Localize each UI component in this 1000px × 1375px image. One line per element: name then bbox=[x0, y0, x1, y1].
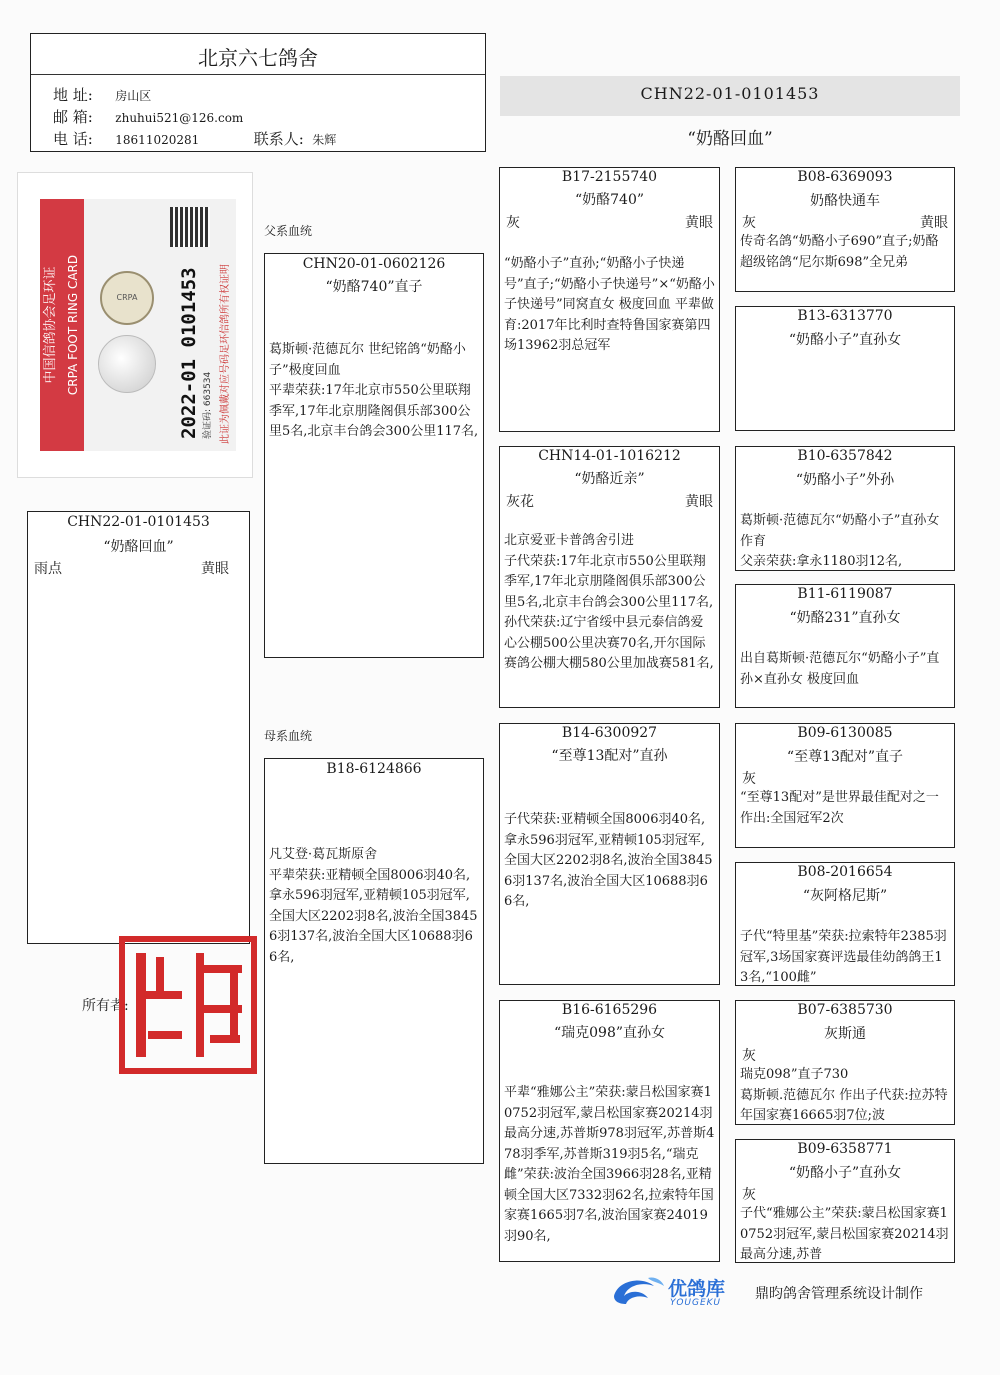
dam-dam-ring: B16-6165296 bbox=[561, 1002, 658, 1018]
contact-label: 联系人: bbox=[253, 130, 304, 148]
sire-dam-note-1: 北京爱亚卡普鸽舍引进 bbox=[504, 533, 635, 548]
dam-box bbox=[264, 758, 484, 1164]
sire-dam-note-3: 孙代荣获:辽宁省绥中县元泰信鸽爱心公棚500公里决赛70名,开尔国际赛鸽公棚大棚580公里加战赛581名, bbox=[504, 615, 714, 671]
top-ring-number: CHN22-01-0101453 bbox=[640, 84, 820, 103]
sss-eye: 黄眼 bbox=[920, 215, 948, 231]
dss-ring: B09-6130085 bbox=[797, 725, 893, 741]
dam-sire-ring: B14-6300927 bbox=[561, 725, 658, 741]
sire-sire-name: “奶酪740” bbox=[574, 192, 645, 208]
dam-sire-box bbox=[499, 723, 720, 985]
ddd-name: “奶酪小子”直孙女 bbox=[788, 1165, 902, 1181]
sds-note-2: 父亲荣获:拿永1180羽12名, bbox=[740, 554, 903, 569]
sss-box bbox=[735, 167, 955, 292]
dam-dam-note: 平辈“雅娜公主”荣获:蒙吕松国家赛10752羽冠军,蒙吕松国家赛20214羽最高分速,苏普斯978羽冠军,苏普斯478羽季军,苏普斯319羽5名,“瑞克雌”荣获:波治全国3966羽28名,亚精顿全国大区7332羽62名,拉索特年国家赛1665羽7名,波治国家赛24019羽90名, bbox=[504, 1085, 715, 1244]
owner-seal-icon bbox=[118, 935, 258, 1075]
dam-ring: B18-6124866 bbox=[326, 761, 422, 777]
sss-color: 灰 bbox=[742, 215, 756, 231]
address-value: 房山区 bbox=[115, 89, 152, 103]
subject-eye: 黄眼 bbox=[201, 561, 229, 577]
dds-box bbox=[735, 1000, 955, 1125]
dam-line-label: 母系血统 bbox=[264, 729, 313, 743]
sire-sire-color: 灰 bbox=[506, 215, 520, 231]
phone-label: 电 话: bbox=[53, 130, 93, 148]
dam-note-2: 平辈荣获:亚精顿全国8006羽40名,拿永596羽冠军,亚精顿105羽冠军,全国大区2202羽8名,波治全国38456羽137名,波治全国大区10688羽66名, bbox=[269, 867, 478, 965]
dsd-name: “灰阿格尼斯” bbox=[802, 888, 888, 904]
sire-sire-note: “奶酪小子”直孙;“奶酪小子快递号”直子;“奶酪小子快递号”×“奶酪小子快递号”同窝直女 极度回血 平辈做育:2017年比利时查特鲁国家赛第四场13962羽总冠军 bbox=[504, 256, 715, 353]
dam-dam-box bbox=[499, 1000, 720, 1262]
dds-color: 灰 bbox=[742, 1048, 756, 1064]
sss-ring: B08-6369093 bbox=[797, 169, 893, 185]
dds-note-1: 瑞克098”直子730 bbox=[740, 1067, 849, 1082]
ssd-box bbox=[735, 306, 955, 431]
dds-name: 灰斯通 bbox=[824, 1026, 866, 1042]
sire-dam-ring: CHN14-01-1016212 bbox=[538, 448, 681, 464]
subject-ring: CHN22-01-0101453 bbox=[67, 514, 210, 530]
sire-ring: CHN20-01-0602126 bbox=[302, 256, 446, 272]
dss-note-1: “至尊13配对”是世界最佳配对之一 bbox=[740, 790, 939, 805]
loft-header bbox=[30, 33, 486, 152]
sds-ring: B10-6357842 bbox=[797, 448, 893, 464]
ddd-note: 子代“雅娜公主”荣获:蒙吕松国家赛10752羽冠军,蒙吕松国家赛20214羽最高分速,苏普 bbox=[740, 1206, 949, 1262]
dam-sire-name: “至尊13配对”直孙 bbox=[551, 748, 668, 764]
crpa-logo-icon: CRPA bbox=[100, 271, 154, 325]
ddd-box bbox=[735, 1139, 955, 1263]
sss-note: 传奇名鸽“奶酪小子690”直子;奶酪超级铭鸽“尼尔斯698”全兄弟 bbox=[740, 234, 939, 270]
email-label: 邮 箱: bbox=[53, 108, 93, 126]
sds-box bbox=[735, 446, 955, 571]
ddd-color: 灰 bbox=[742, 1187, 756, 1203]
sire-dam-note-2: 子代荣获:17年北京市550公里联翔季军,17年北京朋隆阁俱乐部300公里5名,北京丰台鸽会300公里117名, bbox=[504, 553, 714, 610]
ring-card-image bbox=[17, 172, 253, 478]
ssd-name: “奶酪小子”直孙女 bbox=[788, 332, 902, 348]
sss-name: 奶酪快通车 bbox=[810, 193, 880, 209]
yougeku-swirl-icon bbox=[608, 1272, 666, 1310]
sds-note-1: 葛斯顿·范德瓦尔“奶酪小子”直孙女作育 bbox=[740, 513, 940, 549]
sire-dam-color: 灰花 bbox=[506, 494, 534, 510]
brand-cn: 优鸽库 bbox=[668, 1278, 726, 1300]
sire-sire-ring: B17-2155740 bbox=[561, 169, 658, 185]
header-divider bbox=[31, 74, 485, 75]
sdd-ring: B11-6119087 bbox=[797, 586, 893, 602]
sdd-box bbox=[735, 584, 955, 708]
loft-name: 北京六七鸽舍 bbox=[198, 46, 318, 70]
sire-note-1: 葛斯顿·范德瓦尔 世纪铭鸽“奶酪小子”极度回血 bbox=[269, 342, 466, 378]
subject-bird-box bbox=[27, 511, 250, 944]
dsd-box bbox=[735, 862, 955, 986]
globe-icon bbox=[98, 335, 156, 393]
sire-sire-eye: 黄眼 bbox=[685, 215, 713, 231]
sire-dam-name: “奶酪近亲” bbox=[574, 471, 645, 487]
footer-credit: 鼎昀鸽舍管理系统设计制作 bbox=[755, 1286, 923, 1302]
dsd-ring: B08-2016654 bbox=[797, 864, 893, 880]
ring-card-red-band bbox=[40, 199, 84, 451]
brand-en: YOUGEKU bbox=[670, 1298, 722, 1308]
ddd-ring: B09-6358771 bbox=[797, 1141, 893, 1157]
qr-code-icon bbox=[170, 207, 210, 247]
ring-card-title-en: CRPA FOOT RING CARD bbox=[66, 254, 80, 396]
dam-dam-name: “瑞克098”直孙女 bbox=[553, 1025, 666, 1041]
dsd-note: 子代“特里基”荣获:拉索特年2385羽冠军,3场国家赛评选最佳幼鸽鸽王13名,“100雌” bbox=[740, 929, 947, 985]
dss-note-2: 作出:全国冠军2次 bbox=[740, 810, 844, 826]
subject-color: 雨点 bbox=[34, 561, 62, 577]
address-label: 地 址: bbox=[53, 86, 93, 104]
dam-sire-note: 子代荣获:亚精顿全国8006羽40名,拿永596羽冠军,亚精顿105羽冠军,全国大区2202羽8名,波治全国38456羽137名,波治全国大区10688羽66名, bbox=[504, 812, 713, 909]
dss-name: “至尊13配对”直子 bbox=[786, 749, 904, 765]
ring-card-number: 2022-01 0101453 bbox=[178, 267, 200, 439]
ring-card-note: 此证为佩戴对应号码足环信鸽所有权证明 bbox=[220, 264, 231, 444]
subject-name: “奶酪回血” bbox=[103, 539, 174, 555]
ring-card-verify-code: 验证码: 663534 bbox=[203, 371, 213, 439]
sdd-name: “奶酪231”直孙女 bbox=[789, 610, 901, 626]
sds-name: “奶酪小子”外孙 bbox=[795, 472, 895, 488]
sdd-note: 出自葛斯顿·范德瓦尔“奶酪小子”直孙×直孙女 极度回血 bbox=[740, 651, 940, 687]
dds-note-2: 葛斯顿.范德瓦尔 作出子代获:拉苏特年国家赛16665羽7位;波 bbox=[740, 1087, 948, 1123]
sire-note-2: 平辈荣获:17年北京市550公里联翔季军,17年北京朋隆阁俱乐部300公里5名,北京丰台鸽会300公里117名, bbox=[269, 383, 479, 439]
dam-note-1: 凡艾登·葛瓦斯原舍 bbox=[269, 847, 378, 862]
ssd-ring: B13-6313770 bbox=[797, 308, 893, 324]
dss-box bbox=[735, 723, 955, 848]
email-value: zhuhui521@126.com bbox=[115, 111, 244, 125]
dss-color: 灰 bbox=[742, 771, 756, 787]
owner-label: 所有者: bbox=[82, 998, 129, 1014]
sire-box bbox=[264, 253, 484, 658]
sire-line-label: 父系血统 bbox=[264, 224, 313, 238]
contact-value: 朱辉 bbox=[312, 133, 337, 147]
ring-card bbox=[40, 199, 236, 451]
ring-card-title-cn: 中国信鸽协会足环证 bbox=[43, 266, 58, 384]
sire-sire-box bbox=[499, 167, 720, 432]
sire-name: “奶酪740”直子 bbox=[325, 279, 423, 295]
sire-dam-eye: 黄眼 bbox=[685, 494, 713, 510]
dds-ring: B07-6385730 bbox=[797, 1002, 893, 1018]
phone-value: 18611020281 bbox=[115, 133, 200, 147]
sire-dam-box bbox=[499, 446, 720, 708]
top-bird-name: “奶酪回血” bbox=[687, 129, 773, 149]
